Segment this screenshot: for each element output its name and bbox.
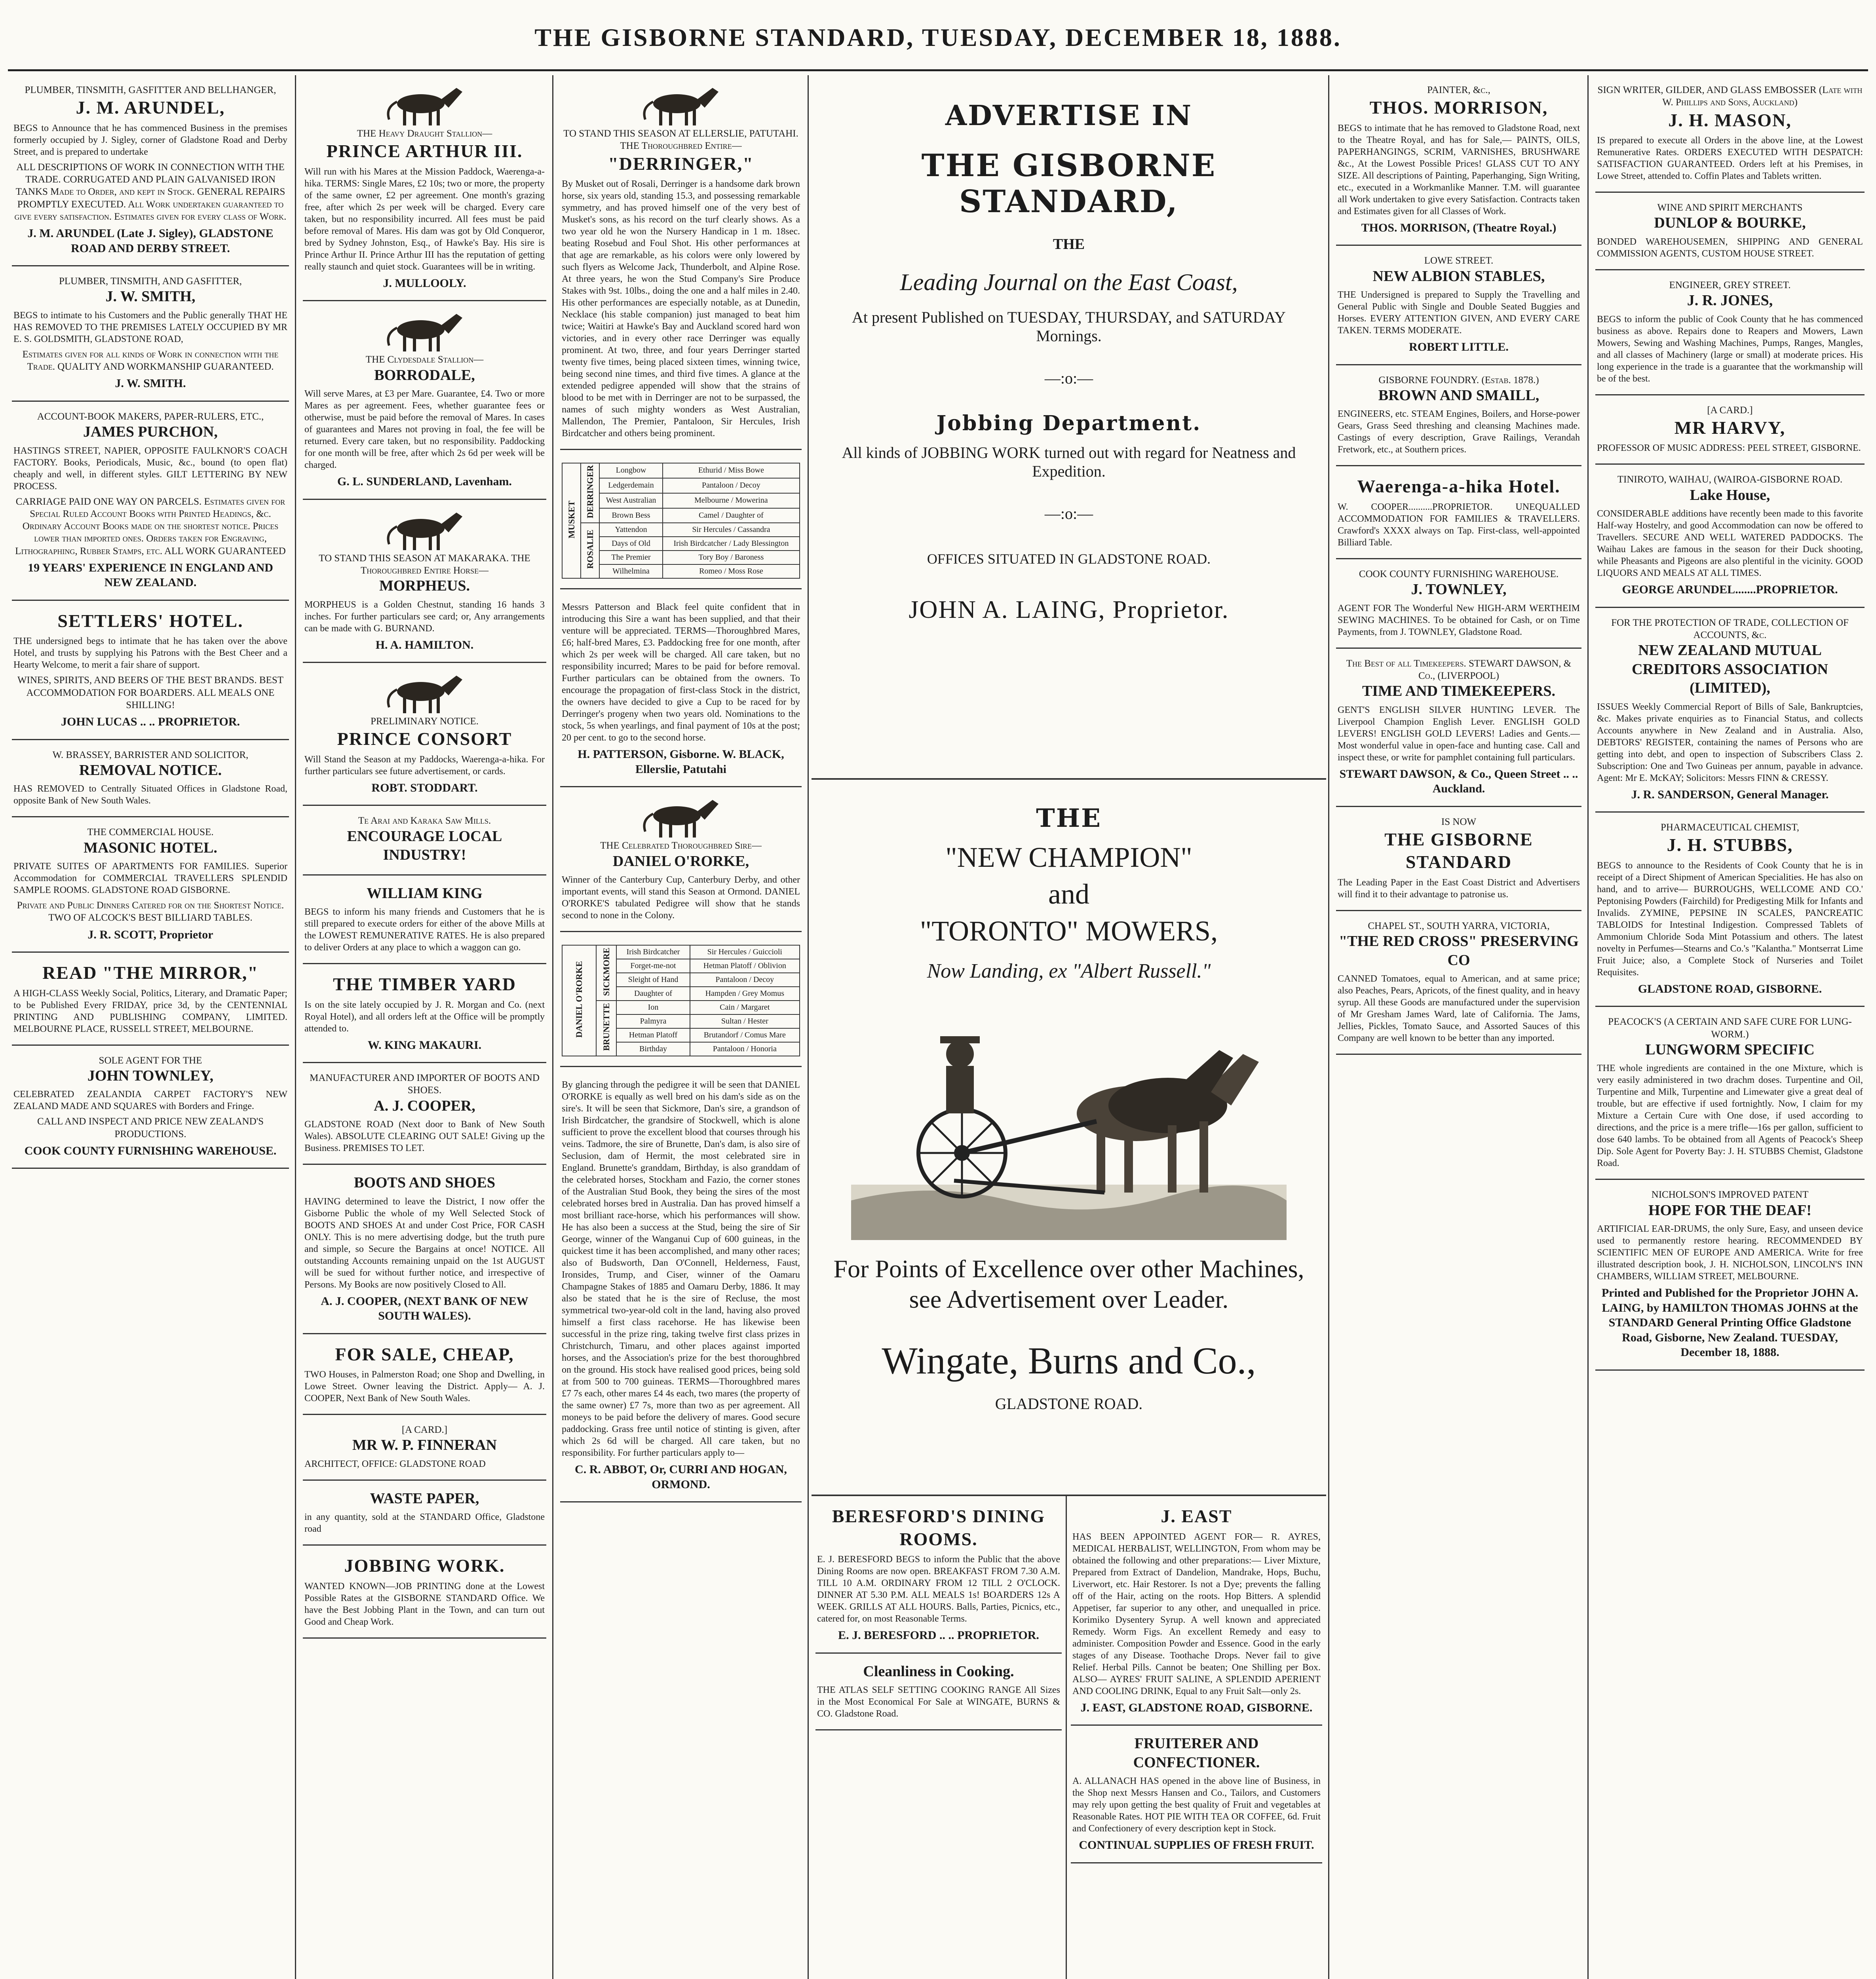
column-rule bbox=[295, 75, 296, 1979]
advert-block bbox=[560, 589, 802, 787]
advert-block bbox=[1336, 559, 1581, 649]
advert-signature: A. J. COOPER, (NEXT BANK OF NEW SOUTH WALES). bbox=[321, 1294, 528, 1322]
advert-block bbox=[1595, 1007, 1865, 1180]
pedigree-sire: Days of Old bbox=[599, 537, 663, 551]
advert-body: GENT'S ENGLISH SILVER HUNTING LEVER. The Liverpool Champion English Lever. ENGLISH GOLD LEVERS! ENGLISH GOLD LEVERS! Ladies and Gents.—Most wonderful value in open-face and hunting case. Call and inspect these, or write for pamphlet containing full particulars. bbox=[1338, 705, 1580, 763]
advert-title: THE TIMBER YARD bbox=[333, 974, 516, 994]
advert-block bbox=[560, 75, 802, 450]
advert-block bbox=[560, 1067, 802, 1502]
advert-block bbox=[12, 953, 289, 1046]
advert-block bbox=[1336, 807, 1581, 911]
advert-extra: CALL AND INSPECT AND PRICE NEW ZEALAND'S PRODUCTIONS. bbox=[37, 1116, 264, 1140]
advert-title: DANIEL O'RORKE, bbox=[612, 853, 749, 870]
lower-middle-left bbox=[812, 1496, 1067, 1979]
advert-extra: Private and Public Dinners Catered for on the Shortest Notice. TWO OF ALCOCK'S BEST BILLIARD TABLES. bbox=[17, 900, 284, 923]
advert-body: ARTIFICIAL EAR-DRUMS, the only Sure, Easy, and unseen device used to permanently restore hearing. RECOMMENDED BY SCIENTIFIC MEN OF EUROPE AND AMERICA. Write for free illustrated description book, J. H. NICHOLSON, LINCOLN'S INN CHAMBERS, WILLIAM STREET, MELBOURNE. bbox=[1597, 1224, 1863, 1282]
pedigree-sire: Forget-me-not bbox=[616, 959, 690, 973]
advert-block bbox=[303, 1546, 546, 1639]
advert-signature: J. W. SMITH. bbox=[115, 377, 186, 390]
advert-title: WASTE PAPER, bbox=[370, 1490, 479, 1507]
middle-block bbox=[812, 75, 1326, 1979]
horse-icon bbox=[381, 672, 468, 715]
mower-2: "TORONTO" MOWERS, bbox=[920, 915, 1218, 947]
advert-signature: GEORGE ARUNDEL.......PROPRIETOR. bbox=[1622, 583, 1838, 596]
pedigree-ancestors: Hampden / Grey Momus bbox=[690, 987, 800, 1001]
column-2 bbox=[299, 75, 550, 1979]
pedigree-parent-name: ROSALIE bbox=[585, 530, 595, 569]
points-of-excellence: For Points of Excellence over other Machines, see Advertisement over Leader. bbox=[833, 1255, 1304, 1313]
pedigree-parent-name: DERRINGER bbox=[585, 465, 595, 518]
advert-title: HOPE FOR THE DEAF! bbox=[1648, 1202, 1812, 1219]
pedigree-parent bbox=[581, 523, 599, 578]
advert-block bbox=[303, 1481, 546, 1546]
advert-title: JOHN TOWNLEY, bbox=[87, 1067, 214, 1084]
advert-title: LUNGWORM SPECIFIC bbox=[1645, 1041, 1815, 1058]
pedigree-sire: West Australian bbox=[599, 493, 663, 508]
advert-subtitle: MANUFACTURER AND IMPORTER OF BOOTS AND SHOES. bbox=[310, 1073, 540, 1096]
column-6 bbox=[1591, 75, 1868, 1979]
advert-subtitle: THE COMMERCIAL HOUSE. bbox=[87, 827, 214, 838]
advert-title: READ "THE MIRROR," bbox=[42, 963, 258, 983]
horse-engraving bbox=[562, 796, 800, 839]
advert-block bbox=[1336, 466, 1581, 559]
proprietor: JOHN A. LAING, Proprietor. bbox=[909, 595, 1229, 623]
advert-title: SETTLERS' HOTEL. bbox=[57, 610, 243, 631]
pedigree-sire: Irish Birdcatcher bbox=[616, 945, 690, 959]
advert-subtitle: PEACOCK'S (A CERTAIN AND SAFE CURE FOR LUNG-WORM.) bbox=[1608, 1016, 1852, 1040]
advert-block bbox=[1595, 193, 1865, 270]
advert-body: BEGS to Announce that he has commenced Business in the premises formerly occupied by J. Sigley, corner of Gladstone Road and Derby Street, and is prepared to undertake bbox=[13, 123, 287, 157]
advert-title: REMOVAL NOTICE. bbox=[79, 762, 222, 779]
column-rule bbox=[808, 75, 809, 1979]
jobbing-title: Jobbing Department. bbox=[936, 411, 1201, 435]
pedigree-side-label bbox=[562, 463, 581, 578]
horse-engraving bbox=[304, 310, 545, 353]
pedigree-ancestors: Ethurid / Miss Bowe bbox=[663, 463, 800, 478]
pedigree-ancestors: Cain / Margaret bbox=[690, 1001, 800, 1014]
advert-signature: G. L. SUNDERLAND, Lavenham. bbox=[337, 475, 512, 488]
pedigree-ancestors: Tory Boy / Baroness bbox=[663, 551, 800, 564]
advert-block bbox=[303, 1063, 546, 1165]
advert-subtitle: PLUMBER, TINSMITH, AND GASFITTER, bbox=[59, 276, 242, 287]
landing: Now Landing, ex "Albert Russell." bbox=[927, 960, 1211, 982]
advert-title: TIME AND TIMEKEEPERS. bbox=[1362, 683, 1556, 699]
advert-block bbox=[12, 1046, 289, 1169]
advert-title: Cleanliness in Cooking. bbox=[863, 1663, 1014, 1680]
pedigree-ancestors: Sir Hercules / Guiccioli bbox=[690, 945, 800, 959]
advert-extra: Estimates given for all kinds of Work in connection with the Trade. QUALITY AND WORKMANSHIP GUARANTEED. bbox=[22, 349, 279, 372]
advert-block bbox=[12, 266, 289, 402]
tagline: Leading Journal on the East Coast, bbox=[900, 269, 1238, 295]
advert-body: HAVING determined to leave the District, I now offer the Gisborne Public the whole of my Well Selected Stock of BOOTS AND SHOES At and under Cost Price, FOR CASH ONLY. This is no mere advertising dodge, but the truth pure and simple, so Secure the Bargains at once! NOTICE. All outstanding Accounts remaining unpaid on the 1st AUGUST will be sued for without further notice, and irrespective of Persons. My Books are now positively Closed to All. bbox=[304, 1196, 545, 1290]
advert-signature: J. MULLOOLY. bbox=[383, 276, 466, 290]
pedigree-ancestors: Pantaloon / Decoy bbox=[690, 973, 800, 987]
column-rule bbox=[1328, 75, 1329, 1979]
advert-subtitle: THE Clydesdale Stallion— bbox=[365, 354, 484, 365]
advert-block bbox=[1595, 395, 1865, 465]
advert-block bbox=[303, 663, 546, 806]
advert-block bbox=[12, 402, 289, 601]
advert-body: TWO Houses, in Palmerston Road; one Shop and Dwelling, in Lowe Street. Owner leaving the District. Apply— A. J. COOPER, Next Bank of New South Wales. bbox=[304, 1369, 545, 1404]
column-1 bbox=[8, 75, 293, 1979]
pedigree-parent bbox=[596, 945, 617, 1001]
pedigree-row bbox=[562, 463, 800, 478]
pedigree-parent-name: BRUNETTE bbox=[601, 1003, 611, 1051]
advert-extra: ALL DESCRIPTIONS OF WORK IN CONNECTION WITH THE TRADE. CORRUGATED AND PLAIN GALVANISED IRON TANKS Made to Order, and kept in Stock. GENERAL REPAIRS PROMPTLY EXECUTED. All Work undertaken guaranteed to give every satisfaction. Estimates given for every class of Work. bbox=[14, 161, 287, 222]
advert-body: ENGINEERS, etc. STEAM Engines, Boilers, and Horse-power Gears, Grass Seed threshing and cleansing Machines made. Castings of every description, Grave Railings, Verandah Fretwork, etc., at Southern prices. bbox=[1338, 409, 1580, 455]
advert-signature: J. R. SCOTT, Proprietor bbox=[87, 928, 213, 941]
advert-body: Will serve Mares, at £3 per Mare. Guarantee, £4. Two or more Mares as per agreement. Fees, whether guarantee fees or otherwise, must be paid before the removal of Mares. In cases of guarantees and Mares not proving in foal, the fee will be returned. Every care taken, but no responsibility. Paddocking for one month will be free, after which 2s 6d per week will be charged. bbox=[304, 389, 545, 470]
advert-title: "DERRINGER," bbox=[608, 153, 754, 174]
advert-body: A HIGH-CLASS Weekly Social, Politics, Literary, and Dramatic Paper; to be Published Every FRIDAY, price 3d, by the CENTENNIAL PRINTING AND PUBLISHING COMPANY, LIMITED. MELBOURNE PLACE, RUSSELL STREET, MELBOURNE. bbox=[13, 988, 287, 1034]
pedigree-side-label bbox=[562, 945, 596, 1056]
advert-body: By Musket out of Rosali, Derringer is a handsome dark brown horse, six years old, standing 15.3, and possessing remarkable symmetry, and has proved himself one of the very best of Musket's sons, as his record on the turf clearly shows. As a two year old he won the Nursery Handicap in 1 m. 18sec. beating Rosebud and Foul Shot. His other performances at that age are remarkable, as his colors were only lowered by such flyers as Welcome Jack, Thunderbolt, and Alpine Rose. At three years, he won the Stud Company's Sire Produce Stakes with 9st. 10lbs., doing the one and a half miles in 2.40. His other performances are especially notable, as at Dunedin, Necklace (his stable companion) just managed to beat him twice; Waitiri at Hawke's Bay and Auckland scored hard won victories, and in every other race Derringer was equally prominent. At two, three, and four years Derringer started twenty five times, being placed sixteen times, winning twice, being second nine times, and third five times. A glance at the extended pedigree appended will show that the strains of blood to be met with in Derringer are not to be surpassed, the names of such mighty wonders as West Australian, Mallendon, The Premier, Pantaloon, Sir Hercules, Irish Birdcatcher and others being prominent. bbox=[562, 179, 800, 439]
advert-body: HAS BEEN APPOINTED AGENT FOR— R. AYRES, MEDICAL HERBALIST, WELLINGTON, From whom may be obtained the following and other preparations:— Liver Mixture, Prepared from Extract of Dandelion, Mandrake, Hops, Buchu, Liverwort, etc. Hair Restorer. Is not a Dye; prevents the falling off of the Hair, acting on the roots. Hop Bitters. A splendid Appetiser, far superior to any other, and unequalled in price. Korimiko Dysentery Syrup. A well known and appreciated Remedy. Worm Figs. An excellent Remedy and easy to administer. Composition Powder and Essence. Good in the early stages of any Disease. Toothache Drops. Never fail to give Relief. Herbal Pills. Cannot be beaten; One Shilling per Box. ALSO— AYRES' FRUIT SALINE, A SPLENDID APERIENT AND COOLING DRINK, Equal to any Fruit Salt—only 2s. bbox=[1072, 1531, 1321, 1696]
advert-body: WANTED KNOWN—JOB PRINTING done at the Lowest Possible Rates at the GISBORNE STANDARD Office. We have the Best Jobbing Plant in the Town, and can turn out Good and Cheap Work. bbox=[304, 1581, 545, 1627]
advert-signature: CONTINUAL SUPPLIES OF FRESH FRUIT. bbox=[1079, 1838, 1314, 1852]
advert-subtitle: W. BRASSEY, BARRISTER AND SOLICITOR, bbox=[52, 749, 249, 760]
advert-signature: H. A. HAMILTON. bbox=[375, 638, 474, 651]
pedigree-ancestors: Melbourne / Mowerina bbox=[663, 493, 800, 508]
advert-signature: STEWART DAWSON, & Co., Queen Street .. .. Auckland. bbox=[1339, 767, 1578, 795]
advert-signature: J. R. SANDERSON, General Manager. bbox=[1631, 788, 1829, 801]
advert-subtitle: THE Celebrated Thoroughbred Sire— bbox=[600, 840, 762, 851]
advert-title: WILLIAM KING bbox=[367, 885, 483, 902]
pedigree-sire: Sleight of Hand bbox=[616, 973, 690, 987]
advert-title: PRINCE ARTHUR III. bbox=[326, 141, 523, 161]
advert-subtitle: ACCOUNT-BOOK MAKERS, PAPER-RULERS, ETC., bbox=[37, 411, 264, 422]
masthead bbox=[8, 12, 1868, 71]
published-days: At present Published on TUESDAY, THURSDAY, and SATURDAY Mornings. bbox=[852, 308, 1286, 345]
advert-body: HASTINGS STREET, NAPIER, OPPOSITE FAULKNOR'S COACH FACTORY. Books, Periodicals, Music, &c., bound (to open flat) cheaply and well, in different styles. GILT LETTERING BY NEW PROCESS. bbox=[13, 445, 287, 492]
advert-body: PROFESSOR OF MUSIC ADDRESS: PEEL STREET, GISBORNE. bbox=[1597, 443, 1861, 454]
pedigree-ancestors: Brutandorf / Comus Mare bbox=[690, 1028, 800, 1042]
advert-subtitle: THE Heavy Draught Stallion— bbox=[357, 128, 492, 139]
paper-name: THE GISBORNE STANDARD, bbox=[921, 148, 1216, 220]
pedigree-parent-name: SICKMORE bbox=[601, 947, 611, 996]
advert-title: J. M. ARUNDEL, bbox=[76, 97, 225, 118]
advert-body: HAS REMOVED to Centrally Situated Offices in Gladstone Road, opposite Bank of New South Wales. bbox=[13, 784, 287, 806]
pedigree-table bbox=[562, 945, 800, 1056]
advert-title: JAMES PURCHON, bbox=[83, 424, 218, 440]
offices: OFFICES SITUATED IN GLADSTONE ROAD. bbox=[927, 551, 1211, 567]
advert-title: THE GISBORNE STANDARD bbox=[1384, 829, 1533, 872]
advert-body: CELEBRATED ZEALANDIA CARPET FACTORY'S NEW ZEALAND MADE AND SQUARES with Borders and Fringe. bbox=[13, 1089, 287, 1112]
advert-body: PRIVATE SUITES OF APARTMENTS FOR FAMILIES. Superior Accommodation for COMMERCIAL TRAVELLERS SPLENDID SAMPLE ROOMS. GLADSTONE ROAD GISBORNE. bbox=[13, 861, 287, 895]
advert-title: DUNLOP & BOURKE, bbox=[1654, 215, 1806, 232]
the-word: THE bbox=[1053, 236, 1085, 253]
advert-block bbox=[303, 301, 546, 499]
advert-title: MR W. P. FINNERAN bbox=[352, 1437, 497, 1454]
pedigree-sire: Hetman Platoff bbox=[616, 1028, 690, 1042]
pedigree-sire: Ion bbox=[616, 1001, 690, 1014]
advert-body: THE whole ingredients are contained in the one Mixture, which is very easily administered in two drachm doses. Turpentine and Oil, Turpentine and Milk, Turpentine and Limewater give a great deal of trouble, but are effective if used fortnightly. Now, I claim for my Mixture a Certain Cure with One dose, if used according to directions, and the price is a mere trifle—16s per gallon, sufficient to dose 640 lambs. To be obtained from all Agents of Peacock's Sheep Dip. Sole Agent for Poverty Bay: J. H. STUBBS Chemist, Gladstone Road. bbox=[1597, 1063, 1863, 1169]
advert-block bbox=[303, 1415, 546, 1481]
pedigree-ancestors: Camel / Daughter of bbox=[663, 508, 800, 523]
horse-icon bbox=[381, 509, 468, 552]
advert-title: NEW ZEALAND MUTUAL CREDITORS ASSOCIATION (LIMITED), bbox=[1632, 642, 1828, 696]
advert-title: "THE RED CROSS" PRESERVING CO bbox=[1339, 933, 1579, 969]
advert-signature: GLADSTONE ROAD, GISBORNE. bbox=[1638, 982, 1822, 995]
pedigree-sire: The Premier bbox=[599, 551, 663, 564]
advert-block bbox=[1595, 1180, 1865, 1370]
advert-title: MASONIC HOTEL. bbox=[84, 839, 217, 856]
advert-block bbox=[303, 806, 546, 875]
advert-title: MORPHEUS. bbox=[379, 577, 470, 594]
advert-signature: THOS. MORRISON, (Theatre Royal.) bbox=[1361, 221, 1557, 234]
pedigree-ancestors: Hetman Platoff / Oblivion bbox=[690, 959, 800, 973]
horse-icon bbox=[637, 84, 724, 127]
advert-body: Is on the site lately occupied by J. R. Morgan and Co. (next Royal Hotel), and all orders left at the Office will be promptly attended to. bbox=[304, 999, 545, 1034]
pedigree-table-block bbox=[560, 932, 802, 1067]
advert-block bbox=[12, 740, 289, 818]
advert-body: BEGS to intimate to his Customers and the Public generally THAT HE HAS REMOVED TO THE PREMISES LATELY OCCUPIED BY MR E. S. GOLDSMITH, GLADSTONE ROAD, bbox=[13, 310, 287, 344]
advert-block bbox=[1336, 649, 1581, 807]
advertise-title: ADVERTISE IN bbox=[945, 99, 1193, 132]
advert-body: MORPHEUS is a Golden Chestnut, standing 16 hands 3 inches. For further particulars see card; or, Any arrangements can be made with G. BURNAND. bbox=[304, 599, 545, 634]
advert-title: BORRODALE, bbox=[374, 367, 475, 384]
advert-block bbox=[12, 601, 289, 740]
advert-block bbox=[1595, 270, 1865, 395]
advert-title: J. H. MASON, bbox=[1668, 110, 1792, 130]
pedigree-sire: Daughter of bbox=[616, 987, 690, 1001]
advert-subtitle: WINE AND SPIRIT MERCHANTS bbox=[1657, 202, 1803, 213]
advert-subtitle: PLUMBER, TINSMITH, GASFITTER AND BELLHANGER, bbox=[25, 85, 276, 95]
standard-advert bbox=[812, 75, 1326, 780]
horse-icon bbox=[381, 310, 468, 353]
advert-title: THOS. MORRISON, bbox=[1369, 97, 1548, 118]
advert-subtitle: FOR THE PROTECTION OF TRADE, COLLECTION OF ACCOUNTS, &c. bbox=[1611, 617, 1849, 640]
advert-block bbox=[303, 876, 546, 965]
advert-subtitle: LOWE STREET. bbox=[1424, 255, 1494, 266]
advert-signature: COOK COUNTY FURNISHING WAREHOUSE. bbox=[24, 1144, 277, 1157]
advert-block bbox=[1595, 813, 1865, 1007]
advert-extra: WINES, SPIRITS, AND BEERS OF THE BEST BRANDS. BEST ACCOMMODATION FOR BOARDERS. ALL MEALS ONE SHILLING! bbox=[17, 675, 284, 710]
advert-block bbox=[815, 1496, 1062, 1654]
advert-block bbox=[1336, 246, 1581, 365]
advert-body: BEGS to announce to the Residents of Cook County that he is in receipt of a Direct Shipment of American Specialities. He has also on hand, and to arrive— BURROUGHS, WELLCOME AND CO.' Peptonising Powders (Fairchild) for Predigesting Milk for Infants and Invalids. ZYMINE, PEPSINE IN SCALES, PANCREATIC TABLOIDS for Intestinal Indigestion. Compressed Tablets of Ammonium Chloride Soda Mint Potassium and others. The latest novelty in Perfumes—Stearns and Co.'s "Kalantha." Montserrat Lime Fruit Juice; also, a Complete Stock of Nurseries and Toilet Requisites. bbox=[1597, 860, 1863, 978]
advert-subtitle: PHARMACEUTICAL CHEMIST, bbox=[1660, 822, 1799, 833]
advert-block bbox=[1071, 1496, 1322, 1726]
advert-body: ARCHITECT, OFFICE: GLADSTONE ROAD bbox=[304, 1459, 486, 1469]
advert-subtitle: IS NOW bbox=[1441, 816, 1477, 827]
advert-subtitle: SOLE AGENT FOR THE bbox=[99, 1055, 202, 1066]
advert-body: Will Stand the Season at my Paddocks, Waerenga-a-hika. For further particulars see future advertisement, or cards. bbox=[304, 754, 545, 777]
advert-body: CANNED Tomatoes, equal to American, and at same price; also Peaches, Pears, Apricots, of the finest quality, and in heavy syrup. All these Goods are manufactured under the supervision of Mr Gresham James Ward, late of California. The Jams, Jellies, Pickles, Tomato Sauce, and Assorted Sauces of this Company are well known to be better than any imported. bbox=[1338, 974, 1580, 1043]
advert-subtitle: TO STAND THIS SEASON AT MAKARAKA. THE Thoroughbred Entire Horse— bbox=[319, 553, 530, 576]
advert-title: NEW ALBION STABLES, bbox=[1372, 268, 1545, 285]
advert-block bbox=[303, 500, 546, 663]
advert-body: THE undersigned begs to intimate that he has taken over the above Hotel, and trusts by supplying his Patrons with the Best Cheer and a Hearty Welcome, to merit a fair share of support. bbox=[13, 636, 287, 670]
column-3 bbox=[556, 75, 806, 1979]
pedigree-horse-name: MUSKET bbox=[566, 500, 576, 538]
advert-subtitle: GISBORNE FOUNDRY. (Estab. 1878.) bbox=[1378, 374, 1539, 386]
lower-middle bbox=[812, 1496, 1326, 1979]
advert-title: J. EAST bbox=[1161, 1506, 1232, 1526]
advert-body: BONDED WAREHOUSEMEN, SHIPPING AND GENERAL COMMISSION AGENTS, CUSTOM HOUSE STREET. bbox=[1597, 236, 1863, 259]
advert-body: in any quantity, sold at the STANDARD Office, Gladstone road bbox=[304, 1512, 545, 1535]
advert-block bbox=[1336, 75, 1581, 246]
advert-body: Winner of the Canterbury Cup, Canterbury Derby, and other important events, will stand this Season at Ormond. DANIEL O'RORKE'S tabulated Pedigree will show that he stands second to none in the Colony. bbox=[562, 875, 800, 921]
pedigree-row bbox=[562, 945, 800, 959]
advert-body: THE ATLAS SELF SETTING COOKING RANGE All Sizes in the Most Economical For Sale at WINGATE, BURNS & CO. Gladstone Road. bbox=[817, 1685, 1060, 1719]
advert-block bbox=[12, 75, 289, 266]
advert-title: MR HARVY, bbox=[1674, 417, 1786, 438]
advert-subtitle: NICHOLSON'S IMPROVED PATENT bbox=[1651, 1189, 1809, 1200]
horse-engraving bbox=[304, 84, 545, 127]
advert-body: E. J. BERESFORD BEGS to inform the Public that the above Dining Rooms are now open. BREAKFAST FROM 7.30 A.M. TILL 10 A.M. ORDINARY FROM 12 TILL 2 O'CLOCK. DINNER AT 5.30 P.M. ALL MEALS 1s! BOARDERS 12s A WEEK. GRILLS AT ALL HOURS. Balls, Parties, Picnics, etc., catered for, on most Reasonable Terms. bbox=[817, 1554, 1060, 1624]
advert-body: BEGS to inform the public of Cook County that he has commenced business as above. Repairs done to Reapers and Mowers, Lawn Mowers, Sewing and Washing Machines, Pumps, Ranges, Mangles, and all classes of Machinery (large or small) at moderate prices. His long experience in the trade is a guarantee that the workmanship will be of the best. bbox=[1597, 314, 1863, 384]
mower-1: "NEW CHAMPION" bbox=[945, 841, 1192, 873]
pedigree-sire: Brown Bess bbox=[599, 508, 663, 523]
masthead-title: THE GISBORNE STANDARD, TUESDAY, DECEMBER 18, 1888. bbox=[534, 23, 1342, 51]
advert-subtitle: [A CARD.] bbox=[401, 1424, 448, 1435]
jobbing-body: All kinds of JOBBING WORK turned out with regard for Neatness and Expedition. bbox=[842, 444, 1296, 480]
pedigree-sire: Birthday bbox=[616, 1042, 690, 1056]
advert-title: BERESFORD'S DINING ROOMS. bbox=[832, 1506, 1045, 1549]
advert-body: AGENT FOR The Wonderful New HIGH-ARM WERTHEIM SEWING MACHINES. To be obtained for Cash, or on Time Payments, from J. TOWNLEY, Gladstone Road. bbox=[1338, 603, 1580, 637]
pedigree-ancestors: Sir Hercules / Cassandra bbox=[663, 523, 800, 537]
advert-block bbox=[1336, 365, 1581, 467]
advert-subtitle: CHAPEL ST., SOUTH YARRA, VICTORIA, bbox=[1368, 920, 1550, 931]
advert-block bbox=[1595, 465, 1865, 608]
advert-body: ISSUES Weekly Commercial Report of Bills of Sale, Bankruptcies, &c. Makes private enquiries as to Financial Status, and collects Accounts anywhere in New Zealand and in Australia. Also, DEBTORS' REGISTER, containing the names of Persons who are getting into debt, and open to inspection of Subscribers Class 2. Subscription: One and Two Guineas per annum, payable in advance. Agent: Mr E. McKAY; Solicitors: Messrs FINN & CRESSY. bbox=[1597, 701, 1863, 783]
advert-body: The Leading Paper in the East Coast District and Advertisers will find it to their advantage to patronise us. bbox=[1338, 877, 1580, 900]
advert-block bbox=[303, 1165, 546, 1334]
horse-icon bbox=[637, 796, 724, 839]
advert-signature: H. PATTERSON, Gisborne. W. BLACK, Ellerslie, Patutahi bbox=[578, 748, 784, 776]
column-rule bbox=[552, 75, 553, 1979]
advert-body: Will run with his Mares at the Mission Paddock, Waerenga-a-hika. TERMS: Single Mares, £2 10s; two or more, the property of the same owner, £2 per agreement. One month's grazing free, after which 2s per week will be charged. Every care taken, but no responsibility incurred. All fees must be paid before removal of Mares. His dam was got by Old Conqueror, bred by Sydney Johnston, Esq., of Hawke's Bay. His sire is Prince Arthur II. Prince Arthur III has the reputation of getting really staunch and quiet stock. Guarantees will be in writing. bbox=[304, 166, 545, 272]
advert-body: CONSIDERABLE additions have recently been made to this favorite Half-way Hostelry, and good Accommodation can now be offered to Travellers. SECURE AND WELL WATERED PADDOCKS. The Waihau Lakes are famous in the season for their Duck shooting, while Pheasants and Pigeons are also plentiful in the vicinity. GOOD LIQUORS AND MEALS AT ALL TIMES. bbox=[1597, 509, 1863, 578]
advert-title: Lake House, bbox=[1690, 486, 1770, 503]
advert-subtitle: Te Arai and Karaka Saw Mills. bbox=[358, 815, 491, 826]
advert-title: ENCOURAGE LOCAL INDUSTRY! bbox=[347, 828, 502, 863]
mowers-advert bbox=[812, 780, 1326, 1496]
advert-block bbox=[815, 1654, 1062, 1731]
advert-title: Waerenga-a-hika Hotel. bbox=[1357, 476, 1560, 497]
advert-subtitle: [A CARD.] bbox=[1707, 405, 1753, 416]
pedigree-table-block bbox=[560, 450, 802, 589]
advert-body: W. COOPER..........PROPRIETOR. UNEQUALLED ACCOMMODATION FOR FAMILIES & TRAVELLERS. Crawford's XXXX always on Tap. First-class, well-appointed Billiard Table. bbox=[1338, 501, 1580, 548]
wingate-burns: Wingate, Burns and Co., bbox=[882, 1339, 1256, 1382]
pedigree-sire: Ledgerdemain bbox=[599, 478, 663, 493]
advert-subtitle: TINIROTO, WAIHAU, (WAIROA-GISBORNE ROAD. bbox=[1617, 474, 1843, 485]
advert-block bbox=[1595, 608, 1865, 813]
column-rule bbox=[1587, 75, 1589, 1979]
advert-title: J. TOWNLEY, bbox=[1411, 581, 1507, 598]
advert-subtitle: TO STAND THIS SEASON AT ELLERSLIE, PATUTAHI. THE Thoroughbred Entire— bbox=[563, 128, 798, 152]
pedigree-parent bbox=[596, 1001, 617, 1056]
gladstone-road: GLADSTONE ROAD. bbox=[995, 1394, 1143, 1413]
horse-engraving bbox=[304, 672, 545, 715]
advert-subtitle: The Best of all Timekeepers. STEWART DAWSON, & Co., (LIVERPOOL) bbox=[1346, 658, 1572, 681]
advert-subtitle: SIGN WRITER, GILDER, AND GLASS EMBOSSER (Late with W. Phillips and Sons, Auckland) bbox=[1597, 85, 1863, 108]
pedigree-sire: Palmyra bbox=[616, 1014, 690, 1028]
advert-block bbox=[303, 1334, 546, 1415]
advert-title: PRINCE CONSORT bbox=[337, 729, 512, 749]
advert-block bbox=[560, 787, 802, 932]
advert-signature: J. EAST, GLADSTONE ROAD, GISBORNE. bbox=[1080, 1701, 1313, 1714]
pedigree-ancestors: Pantaloon / Honoria bbox=[690, 1042, 800, 1056]
advert-title: A. J. COOPER, bbox=[374, 1097, 475, 1114]
advert-signature: C. R. ABBOT, Or, CURRI AND HOGAN, ORMOND. bbox=[575, 1463, 787, 1491]
pedigree-row bbox=[562, 1001, 800, 1014]
advert-signature: E. J. BERESFORD .. .. PROPRIETOR. bbox=[838, 1629, 1039, 1642]
advert-block bbox=[12, 817, 289, 953]
advert-subtitle: PAINTER, &c., bbox=[1427, 85, 1490, 95]
advert-block bbox=[303, 75, 546, 301]
advert-signature: JOHN LUCAS .. .. PROPRIETOR. bbox=[61, 715, 240, 728]
pedigree-horse-name: DANIEL O'RORKE bbox=[574, 961, 584, 1038]
advert-title: FOR SALE, CHEAP, bbox=[335, 1344, 514, 1364]
advert-signature: ROBT. STODDART. bbox=[371, 781, 478, 794]
advert-block bbox=[1336, 911, 1581, 1055]
advert-body: THE Undersigned is prepared to Supply the Travelling and General Public with Single and Double Seated Buggies and Horses. EVERY ATTENTION GIVEN, AND EVERY CARE TAKEN. TERMS MODERATE. bbox=[1338, 290, 1580, 336]
advert-block bbox=[1595, 75, 1865, 193]
advert-title: J. R. JONES, bbox=[1687, 292, 1773, 309]
advert-signature: 19 YEARS' EXPERIENCE IN ENGLAND AND NEW ZEALAND. bbox=[28, 561, 273, 589]
advert-title: BROWN AND SMAILL, bbox=[1378, 387, 1540, 404]
pedigree-row bbox=[562, 523, 800, 537]
advert-signature: ROBERT LITTLE. bbox=[1409, 340, 1509, 353]
pedigree-sire: Yattendon bbox=[599, 523, 663, 537]
mower-illustration bbox=[851, 995, 1287, 1240]
advert-extra: CARRIAGE PAID ONE WAY ON PARCELS. Estimates given for Special Ruled Account Books with Printed Headings, &c. Ordinary Account Books made on the shortest notice. Prices lower than imported ones. Orders taken for Engraving, Lithographing, Rubber Stamps, etc. ALL WORK GUARANTEED bbox=[15, 496, 286, 556]
pedigree-ancestors: Irish Birdcatcher / Lady Blessington bbox=[663, 537, 800, 551]
mower-the: THE bbox=[1036, 803, 1102, 833]
advert-title: FRUITERER AND CONFECTIONER. bbox=[1133, 1735, 1260, 1771]
advert-body: GLADSTONE ROAD (Next door to Bank of New South Wales). ABSOLUTE CLEARING OUT SALE! Giving up the Business. PREMISES TO LET. bbox=[304, 1119, 545, 1153]
pedigree-table bbox=[562, 463, 800, 579]
ornament-divider: —:o:— bbox=[1044, 369, 1093, 387]
advert-signature: W. KING MAKAURI. bbox=[367, 1038, 482, 1052]
column-5 bbox=[1332, 75, 1585, 1979]
advert-subtitle: PRELIMINARY NOTICE. bbox=[371, 716, 479, 727]
pedigree-sire: Longbow bbox=[599, 463, 663, 478]
ornament-divider: —:o:— bbox=[1044, 505, 1093, 522]
pedigree-ancestors: Sultan / Hester bbox=[690, 1014, 800, 1028]
horse-engraving bbox=[304, 509, 545, 552]
pedigree-parent bbox=[581, 463, 599, 523]
advert-body: BEGS to inform his many friends and Customers that he is still prepared to execute orders for either of the above Mills at the LOWEST REMUNERATIVE RATES. He is also prepared to deliver Orders at any place to which a waggon can go. bbox=[304, 907, 545, 953]
advert-body: BEGS to intimate that he has removed to Gladstone Road, next to the Theatre Royal, and has for Sale,— PAINTS, OILS, PAPERHANGINGS, SCRIM, VARNISHES, BRUSHWARE &c., At the Lowest Possible Prices! GLASS CUT TO ANY SIZE. All descriptions of Painting, Paperhanging, Sign Writing, etc., executed in a Workmanlike Manner. T.M. will guarantee all Work undertaken to give every Satisfaction. Contracts taken and Estimates given for all Classes of Work. bbox=[1338, 123, 1580, 217]
advert-block bbox=[1071, 1726, 1322, 1863]
pedigree-ancestors: Romeo / Moss Rose bbox=[663, 564, 800, 578]
mower-and: and bbox=[1048, 878, 1089, 910]
horse-engraving bbox=[562, 84, 800, 127]
advert-body: A. ALLANACH HAS opened in the above line of Business, in the Shop next Messrs Hansen and Co., Tailors, and Customers may rely upon getting the best quality of Fruit and vegetables at Reasonable Rates. HOT PIE WITH TEA OR COFFEE, 6d. Fruit and Confectionery of every description kept in Stock. bbox=[1072, 1776, 1321, 1834]
pedigree-ancestors: Pantaloon / Decoy bbox=[663, 478, 800, 493]
advert-body: By glancing through the pedigree it will be seen that DANIEL O'RORKE is equally as well bred on his dam's side as on the sire's. It will be seen that Sickmore, Dan's sire, a grandson of Irish Birdcatcher, the grandsire of Stockwell, which is alone sufficient to prove the excellent blood that courses through his veins. Tadmore, the sire of Brunette, Dan's dam, is also sire of Seclusion, dam of Hermit, the most celebrated sire in England. Brunette's granddam, Birthday, is also granddam of the celebrated horses, Stockham and Fazio, the corner stones of the Australian Stud Book, they being the sires of the most celebrated horses bred in Australia. Dan has proved himself a most brilliant race-horse, which his performances will show. He has also been a success at the Stud, being the sire of Sir George, winner of the Wanganui Cup of 600 guineas, in the quickest time it has been accomplished, and many other races; also of Budsworth, Dan O'Connell, Helderness, Faust, Ironsides, Trump, and Ciser, winner of the Oamaru Champagne Stakes of 1885 and Oamaru Derby, 1886. It may also be stated that he is the sire of Recluse, the most symmetrical two-year-old colt in the land, having also proved himself a first class racehorse. He has likewise been successful in the prize ring, taking twelve first class prizes in Christchurch, Timaru, and other places against imported horses, and the Association's prize for the best thoroughbred on the ground. His stock have realised good prices, being sold at from 500 to 700 guineas. TERMS—Thoroughbred mares £7 7s each, other mares £4 4s each, two mares (the property of the same owner) £7 7s, more than two as per agreement. All moneys to be paid before the delivery of mares. Good secure paddocking. Grass free until notice of stinting is given, after which 2s 6d will be charged. All care taken, but no responsibility. For further particulars apply to— bbox=[562, 1080, 800, 1459]
advert-body: IS prepared to execute all Orders in the above line, at the Lowest Remunerative Rates. ORDERS EXECUTED WITH DESPATCH: SATISFACTION GUARANTEED. Orders left at his Premises, in Lowe Street, attended to. Coffin Plates and Tablets written. bbox=[1597, 135, 1863, 181]
advert-signature: Printed and Published for the Proprietor JOHN A. LAING, by HAMILTON THOMAS JOHNS at the STANDARD General Printing Office Gladstone Road, Gisborne, New Zealand. TUESDAY, December 18, 1888. bbox=[1601, 1286, 1859, 1359]
advert-title: JOBBING WORK. bbox=[344, 1555, 505, 1576]
advert-title: J. H. STUBBS, bbox=[1667, 835, 1793, 855]
advert-subtitle: ENGINEER, GREY STREET. bbox=[1669, 279, 1791, 291]
horse-icon bbox=[381, 84, 468, 127]
advert-signature: J. M. ARUNDEL (Late J. Sigley), GLADSTONE ROAD AND DERBY STREET. bbox=[27, 227, 274, 255]
pedigree-sire: Wilhelmina bbox=[599, 564, 663, 578]
advert-block bbox=[303, 964, 546, 1063]
advert-title: BOOTS AND SHOES bbox=[354, 1174, 495, 1191]
lower-middle-right bbox=[1067, 1496, 1326, 1979]
advert-title: J. W. SMITH, bbox=[105, 288, 196, 305]
advert-body: Messrs Patterson and Black feel quite confident that in introducing this Sire a want has been supplied, and that their venture will be appreciated. TERMS—Thoroughbred Mares, £6; half-bred Mares, £3. Paddocking free for one month, after which 2s per week will be charged. All care taken, but no responsibility incurred; Mares to be paid for before removal. Further particulars can be obtained from the owners. To encourage the propagation of first-class Stock in the district, the owners have decided to give a Cup to be raced for by Derringer's progeny when two years old. Nominations to the stock, 5s when yearlings, and final payment of 10s at the post; 20 per cent. to go to the second horse. bbox=[562, 602, 800, 743]
advert-subtitle: COOK COUNTY FURNISHING WAREHOUSE. bbox=[1359, 568, 1559, 579]
